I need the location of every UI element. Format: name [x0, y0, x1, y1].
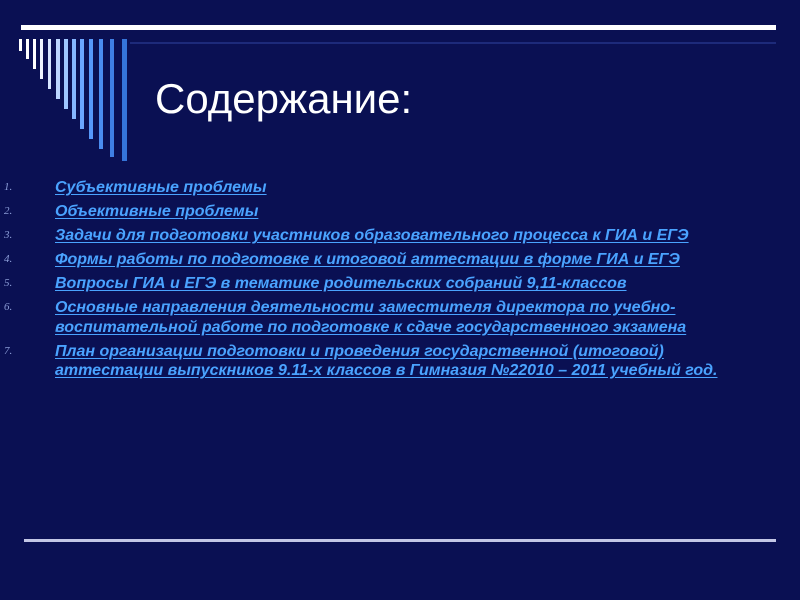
- bottom-rule: [24, 539, 776, 542]
- toc-item: [0, 298, 760, 337]
- toc-item: [0, 274, 760, 294]
- list-number: 2.: [4, 205, 13, 217]
- toc-link-attestation-plan[interactable]: План организации подготовки и проведения государственной (итоговой) аттестации выпускников 9.11-х классов в Гимназия №22010 – 2011 учебный год.: [55, 342, 718, 379]
- toc-item: [0, 178, 760, 198]
- page-title: Содержание:: [155, 75, 413, 122]
- toc-link-preparation-tasks[interactable]: Задачи для подготовки участников образовательного процесса к ГИА и ЕГЭ: [55, 227, 689, 244]
- list-number: 4.: [4, 253, 13, 265]
- table-of-contents: [0, 178, 760, 385]
- top-rule-shadow: [130, 42, 776, 44]
- list-number: 5.: [4, 277, 13, 289]
- toc-item: [0, 202, 760, 222]
- toc-item: [0, 226, 760, 246]
- toc-link-work-forms[interactable]: Формы работы по подготовке к итоговой аттестации в форме ГИА и ЕГЭ: [55, 251, 680, 268]
- toc-link-deputy-director-activities[interactable]: Основные направления деятельности заместителя директора по учебно-воспитательной работе по подготовке к сдаче государственного экзамена: [55, 299, 687, 336]
- list-number: 6.: [4, 301, 13, 313]
- toc-link-subjective-problems[interactable]: Субъективные проблемы: [55, 179, 267, 196]
- toc-item: [0, 342, 760, 381]
- toc-item: [0, 250, 760, 270]
- toc-link-objective-problems[interactable]: Объективные проблемы: [55, 203, 259, 220]
- list-number: 7.: [4, 344, 13, 357]
- decorative-stripes: [0, 0, 140, 170]
- list-number: 1.: [4, 181, 13, 193]
- toc-link-parent-meetings[interactable]: Вопросы ГИА и ЕГЭ в тематике родительских собраний 9,11-классов: [55, 275, 627, 292]
- list-number: 3.: [4, 229, 13, 241]
